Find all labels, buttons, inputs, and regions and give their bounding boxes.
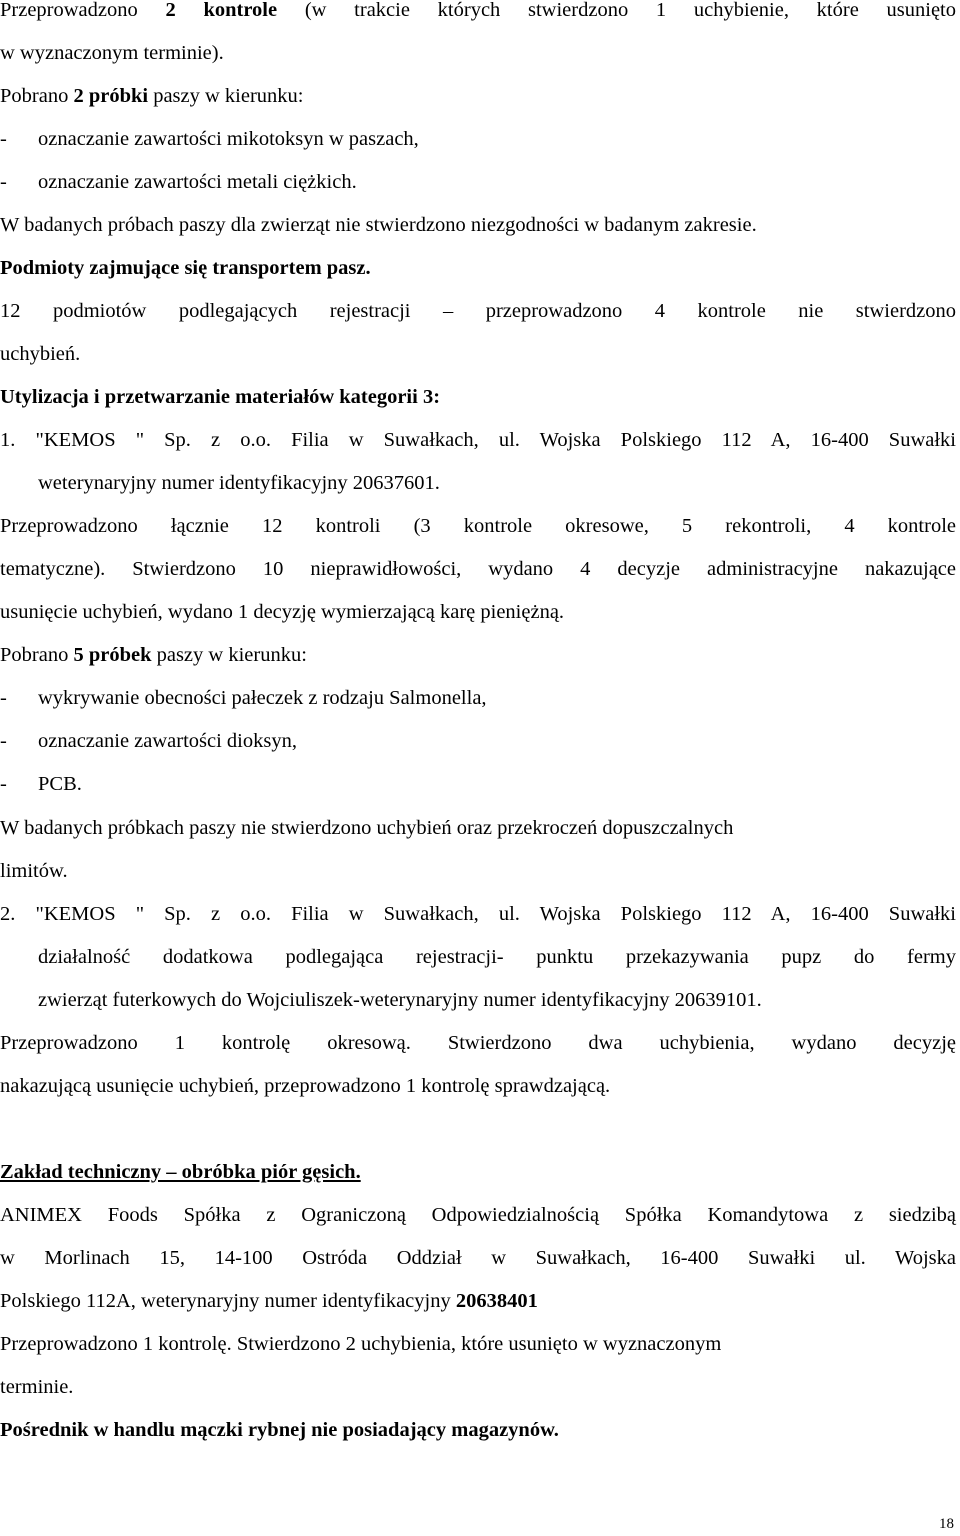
bold-text: 20638401 [455,1290,538,1312]
text: Pobrano [0,644,74,666]
paragraph-line: W badanych próbkach paszy nie stwierdzono uchybień oraz przekroczeń dopuszczalnych [0,817,734,839]
list-item-text: oznaczanie zawartości mikotoksyn w paszach, [38,128,419,150]
bold-text: 2 próbki [73,85,149,107]
section-heading: Zakład techniczny – obróbka piór gęsich. [0,1161,361,1183]
paragraph-line: terminie. [0,1376,74,1398]
list-item-text: PCB. [38,773,82,795]
paragraph-line: usunięcie uchybień, wydano 1 decyzję wymierzającą karę pieniężną. [0,601,565,623]
paragraph-line: Przeprowadzono łącznie 12 kontroli (3 kontrole okresowe, 5 rekontroli, 4 kontrole [0,515,956,537]
numbered-item: 2. "KEMOS " Sp. z o.o. Filia w Suwałkach, ul. Wojska Polskiego 112 A, 16-400 Suwałki [0,903,956,925]
section-heading: Podmioty zajmujące się transportem pasz. [0,257,371,279]
paragraph-line: weterynaryjny numer identyfikacyjny 20637601. [38,472,440,494]
list-item [0,126,956,152]
list-item [0,685,956,711]
section-heading: Utylizacja i przetwarzanie materiałów kategorii 3: [0,386,441,408]
text: paszy w kierunku: [148,85,304,107]
paragraph-line: Przeprowadzono 1 kontrolę. Stwierdzono 2 uchybienia, które usunięto w wyznaczonym [0,1333,722,1355]
paragraph-line [0,1288,956,1314]
section-heading: Pośrednik w handlu mączki rybnej nie posiadający magazynów. [0,1419,559,1441]
list-dash: - [0,171,7,193]
paragraph-line: ANIMEX Foods Spółka z Ograniczoną Odpowiedzialnością Spółka Komandytowa z siedzibą [0,1204,956,1226]
list-item [0,169,956,195]
bold-text: 2 kontrole [165,0,278,21]
paragraph-line: nakazującą usunięcie uchybień, przeprowadzono 1 kontrolę sprawdzającą. [0,1075,611,1097]
paragraph-line: w Morlinach 15, 14-100 Ostróda Oddział w Suwałkach, 16-400 Suwałki ul. Wojska [0,1247,956,1269]
text: Przeprowadzono [0,0,166,21]
list-item [0,728,956,754]
paragraph-line: tematyczne). Stwierdzono 10 nieprawidłowości, wydano 4 decyzje administracyjne nakazujące [0,558,956,580]
paragraph-line: Przeprowadzono 1 kontrolę okresową. Stwierdzono dwa uchybienia, wydano decyzję [0,1032,956,1054]
text: (w trakcie których stwierdzono 1 uchybienie, które usunięto [277,0,956,21]
paragraph-line: uchybień. [0,343,81,365]
list-item-text: oznaczanie zawartości dioksyn, [38,730,297,752]
text: Polskiego 112A, weterynaryjny numer identyfikacyjny [0,1290,456,1312]
paragraph-line [0,642,956,668]
page-number: 18 [939,1516,954,1532]
paragraph-line: 12 podmiotów podlegających rejestracji – przeprowadzono 4 kontrole nie stwierdzono [0,300,956,322]
paragraph-line: w wyznaczonym terminie). [0,42,224,64]
numbered-item: 1. "KEMOS " Sp. z o.o. Filia w Suwałkach, ul. Wojska Polskiego 112 A, 16-400 Suwałki [0,429,956,451]
bold-text: 5 próbek [73,644,152,666]
list-item [0,771,956,797]
paragraph-line: zwierząt futerkowych do Wojciuliszek-weterynaryjny numer identyfikacyjny 20639101. [38,989,762,1011]
list-dash: - [0,773,7,795]
list-item-text: wykrywanie obecności pałeczek z rodzaju Salmonella, [38,687,487,709]
paragraph-line: W badanych próbach paszy dla zwierząt nie stwierdzono niezgodności w badanym zakresie. [0,214,757,236]
paragraph-line: limitów. [0,860,68,882]
list-item-text: oznaczanie zawartości metali ciężkich. [38,171,357,193]
list-dash: - [0,128,7,150]
paragraph-line [0,83,956,109]
paragraph-line: działalność dodatkowa podlegająca rejestracji- punktu przekazywania pupz do fermy [38,946,956,968]
list-dash: - [0,687,7,709]
text: Pobrano [0,85,74,107]
paragraph-line [0,0,956,23]
text: paszy w kierunku: [151,644,307,666]
list-dash: - [0,730,7,752]
